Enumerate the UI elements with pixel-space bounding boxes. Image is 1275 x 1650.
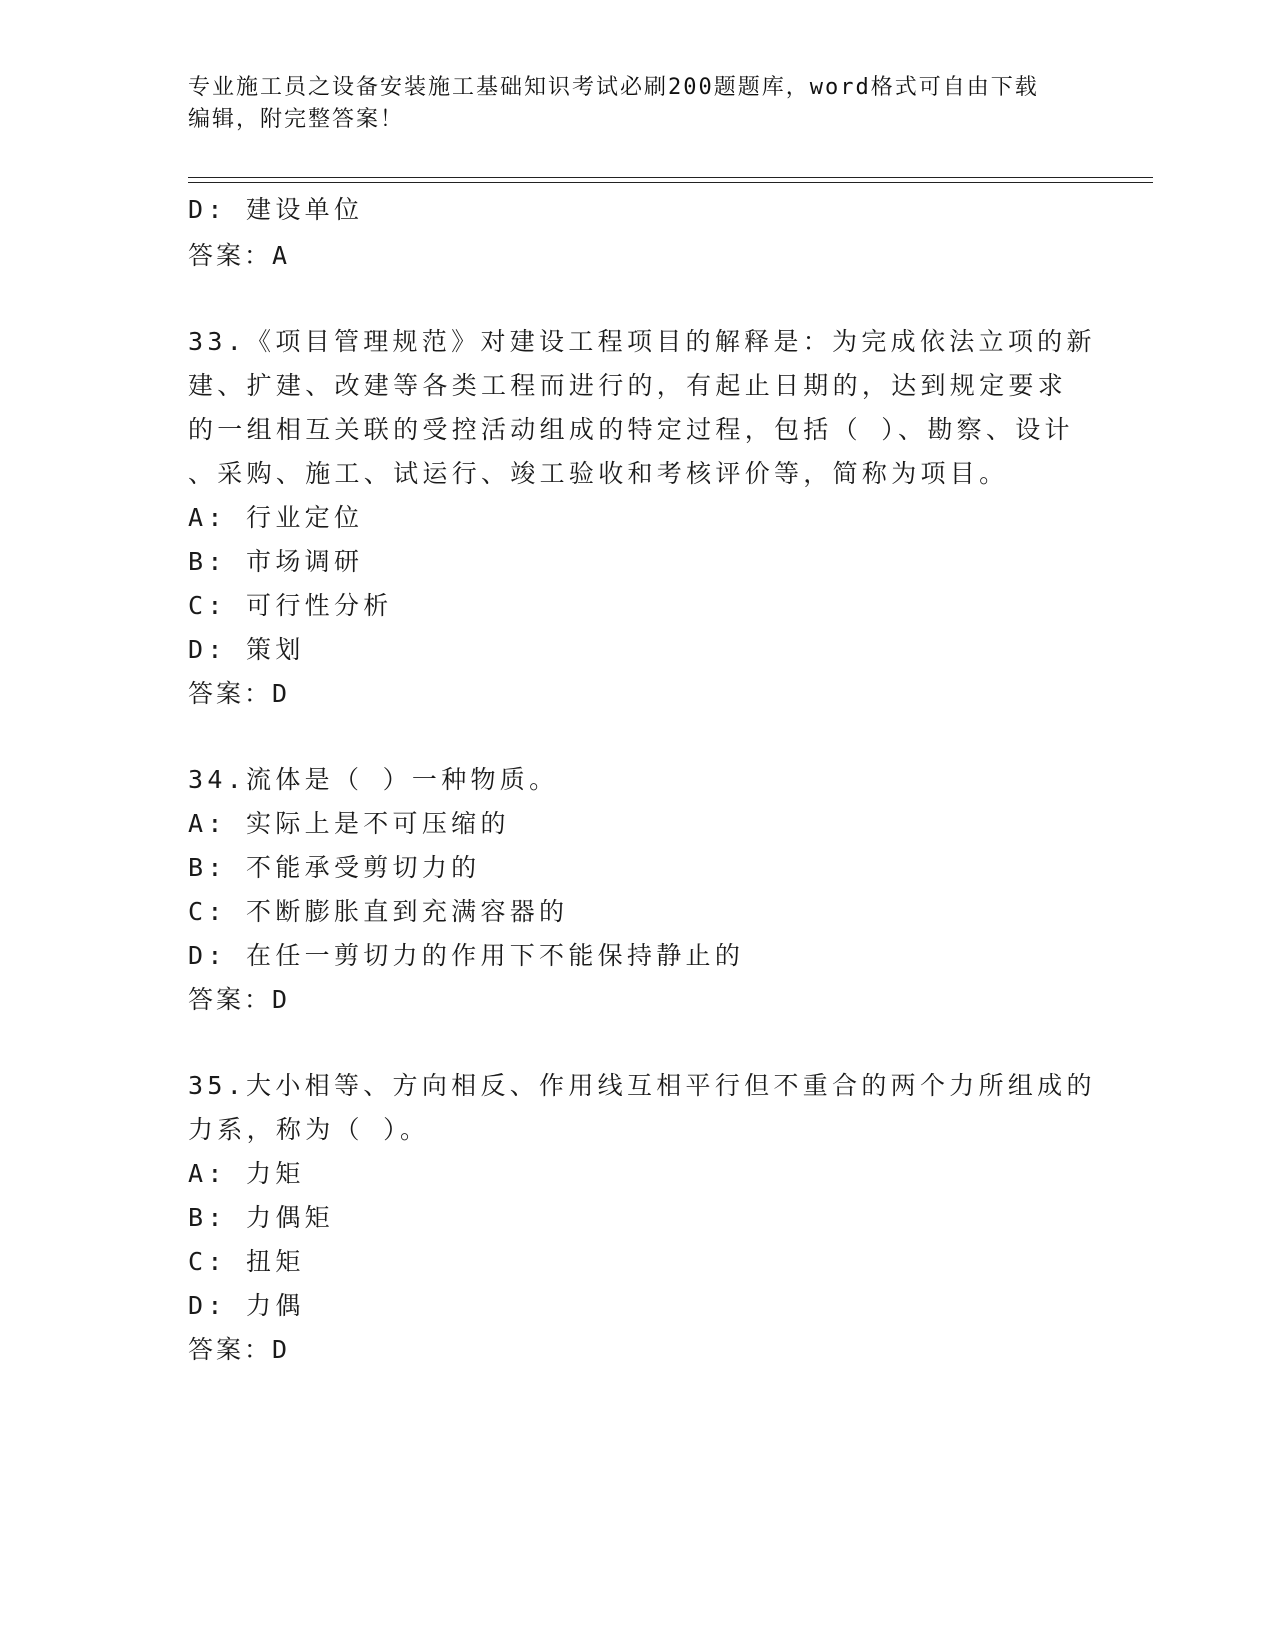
q34-option-c: C: 不断膨胀直到充满容器的 bbox=[188, 897, 569, 926]
q33-option-b: B: 市场调研 bbox=[188, 547, 364, 576]
q35-option-a: A: 力矩 bbox=[188, 1159, 305, 1188]
q33-answer bbox=[188, 674, 290, 710]
answer-label: 答案： bbox=[188, 679, 273, 708]
header-title-line-1: 专业施工员之设备安装施工基础知识考试必刷200题题库，word格式可自由下载 bbox=[188, 75, 1039, 100]
prev-answer bbox=[188, 236, 290, 272]
q34-option-d: D: 在任一剪切力的作用下不能保持静止的 bbox=[188, 941, 745, 970]
q35-option-c: C: 扭矩 bbox=[188, 1247, 305, 1276]
q34-option-a: A: 实际上是不可压缩的 bbox=[188, 809, 510, 838]
q34-text-line-1: 34.流体是（ ）一种物质。 bbox=[188, 765, 559, 794]
q35-option-d: D: 力偶 bbox=[188, 1291, 305, 1320]
q33-option-c: C: 可行性分析 bbox=[188, 591, 393, 620]
document-header bbox=[188, 72, 1068, 136]
header-divider-bottom bbox=[188, 182, 1153, 183]
q33-option-a: A: 行业定位 bbox=[188, 503, 364, 532]
q33-text-line-4: 、采购、施工、试运行、竣工验收和考核评价等，简称为项目。 bbox=[188, 459, 1009, 488]
answer-value: D bbox=[272, 679, 291, 708]
q33-option-d: D: 策划 bbox=[188, 635, 305, 664]
answer-value: A bbox=[272, 241, 291, 270]
q33-text-line-2: 建、扩建、改建等各类工程而进行的，有起止日期的，达到规定要求 bbox=[188, 371, 1068, 400]
q35-text-line-2: 力系，称为（ ）。 bbox=[188, 1115, 430, 1144]
prev-option-d: D: 建设单位 bbox=[188, 195, 364, 224]
q35-option-b: B: 力偶矩 bbox=[188, 1203, 334, 1232]
answer-label: 答案： bbox=[188, 241, 273, 270]
q33-text-line-1: 33.《项目管理规范》对建设工程项目的解释是：为完成依法立项的新 bbox=[188, 327, 1096, 356]
q33-text-line-3: 的一组相互关联的受控活动组成的特定过程，包括（ ）、勘察、设计 bbox=[188, 415, 1074, 444]
header-divider-top bbox=[188, 177, 1153, 178]
q35-answer bbox=[188, 1330, 290, 1366]
answer-value: D bbox=[272, 1335, 291, 1364]
q35-text-line-1: 35.大小相等、方向相反、作用线互相平行但不重合的两个力所组成的 bbox=[188, 1071, 1096, 1100]
q34-option-b: B: 不能承受剪切力的 bbox=[188, 853, 481, 882]
header-title-line-2: 编辑，附完整答案！ bbox=[188, 107, 405, 132]
answer-label: 答案： bbox=[188, 1335, 273, 1364]
answer-value: D bbox=[272, 985, 291, 1014]
answer-label: 答案： bbox=[188, 985, 273, 1014]
q34-answer bbox=[188, 980, 290, 1016]
